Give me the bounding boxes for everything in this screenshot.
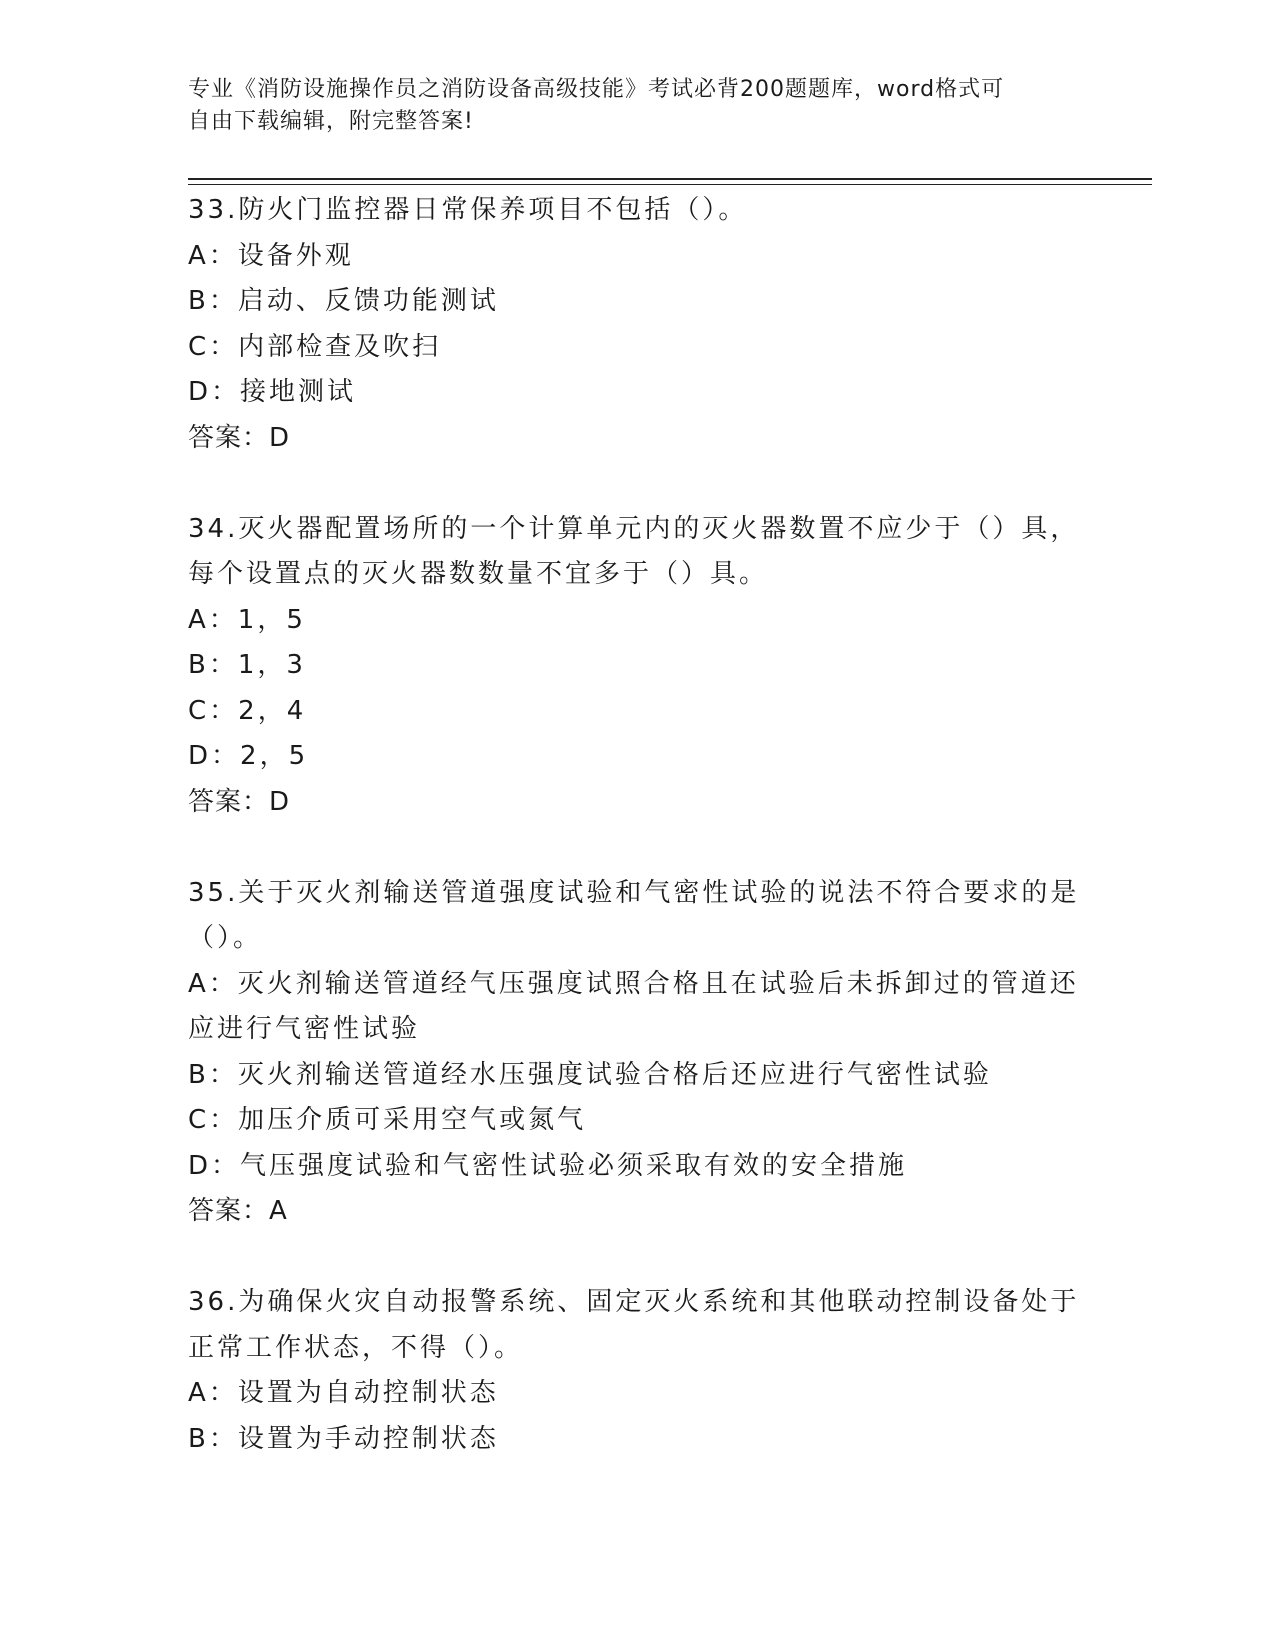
option-b: B：启动、反馈功能测试 [188, 286, 499, 316]
question-block [188, 188, 1088, 461]
question-stem: 35.关于灭火剂输送管道强度试验和气密性试验的说法不符合要求的是 [188, 877, 1080, 908]
question-block [188, 507, 1088, 826]
option-b: B：设置为手动控制状态 [188, 1423, 499, 1454]
answer-label: 答案：D [188, 786, 291, 817]
option-c: C：内部检查及吹扫 [188, 331, 442, 362]
question-block [188, 871, 1088, 1235]
option-a: A：设置为自动控制状态 [188, 1378, 499, 1408]
option-d: D：2，5 [188, 741, 309, 771]
question-spacer [188, 461, 1088, 507]
header-line-2: 自由下载编辑，附完整答案! [188, 109, 474, 134]
header-rule-thin [188, 184, 1152, 185]
question-stem-continued: （）。 [188, 923, 263, 953]
option-b: B：1，3 [188, 650, 306, 680]
option-a: A：1，5 [188, 604, 306, 635]
option-d: D：接地测试 [188, 377, 357, 407]
header-line-1: 专业《消防设施操作员之消防设备高级技能》考试必背200题题库，word格式可 [188, 77, 1005, 102]
question-stem-continued: 每个设置点的灭火器数数量不宜多于（）具。 [188, 559, 769, 589]
option-b: B：灭火剂输送管道经水压强度试验合格后还应进行气密性试验 [188, 1059, 992, 1090]
header-rule-thick [188, 178, 1152, 180]
question-stem: 33.防火门监控器日常保养项目不包括（）。 [188, 195, 748, 225]
question-stem: 34.灭火器配置场所的一个计算单元内的灭火器数置不应少于（）具， [188, 513, 1080, 544]
question-stem: 36.为确保火灾自动报警系统、固定灭火系统和其他联动控制设备处于 [188, 1287, 1080, 1317]
option-a: A：灭火剂输送管道经气压强度试照合格且在试验后未拆卸过的管道还 [188, 968, 1079, 999]
answer-label: 答案：D [188, 422, 291, 453]
option-d: D：气压强度试验和气密性试验必须采取有效的安全措施 [188, 1150, 908, 1181]
question-spacer [188, 825, 1088, 871]
question-block [188, 1280, 1088, 1462]
document-header [188, 74, 1088, 138]
option-c: C：加压介质可采用空气或氮气 [188, 1105, 587, 1135]
question-list [188, 188, 1088, 1462]
option-a: A：设备外观 [188, 240, 354, 271]
answer-label: 答案：A [188, 1196, 288, 1226]
option-c: C：2，4 [188, 695, 307, 726]
question-stem-continued: 正常工作状态，不得（）。 [188, 1332, 524, 1363]
question-spacer [188, 1235, 1088, 1281]
option-a-continued: 应进行气密性试验 [188, 1014, 421, 1044]
